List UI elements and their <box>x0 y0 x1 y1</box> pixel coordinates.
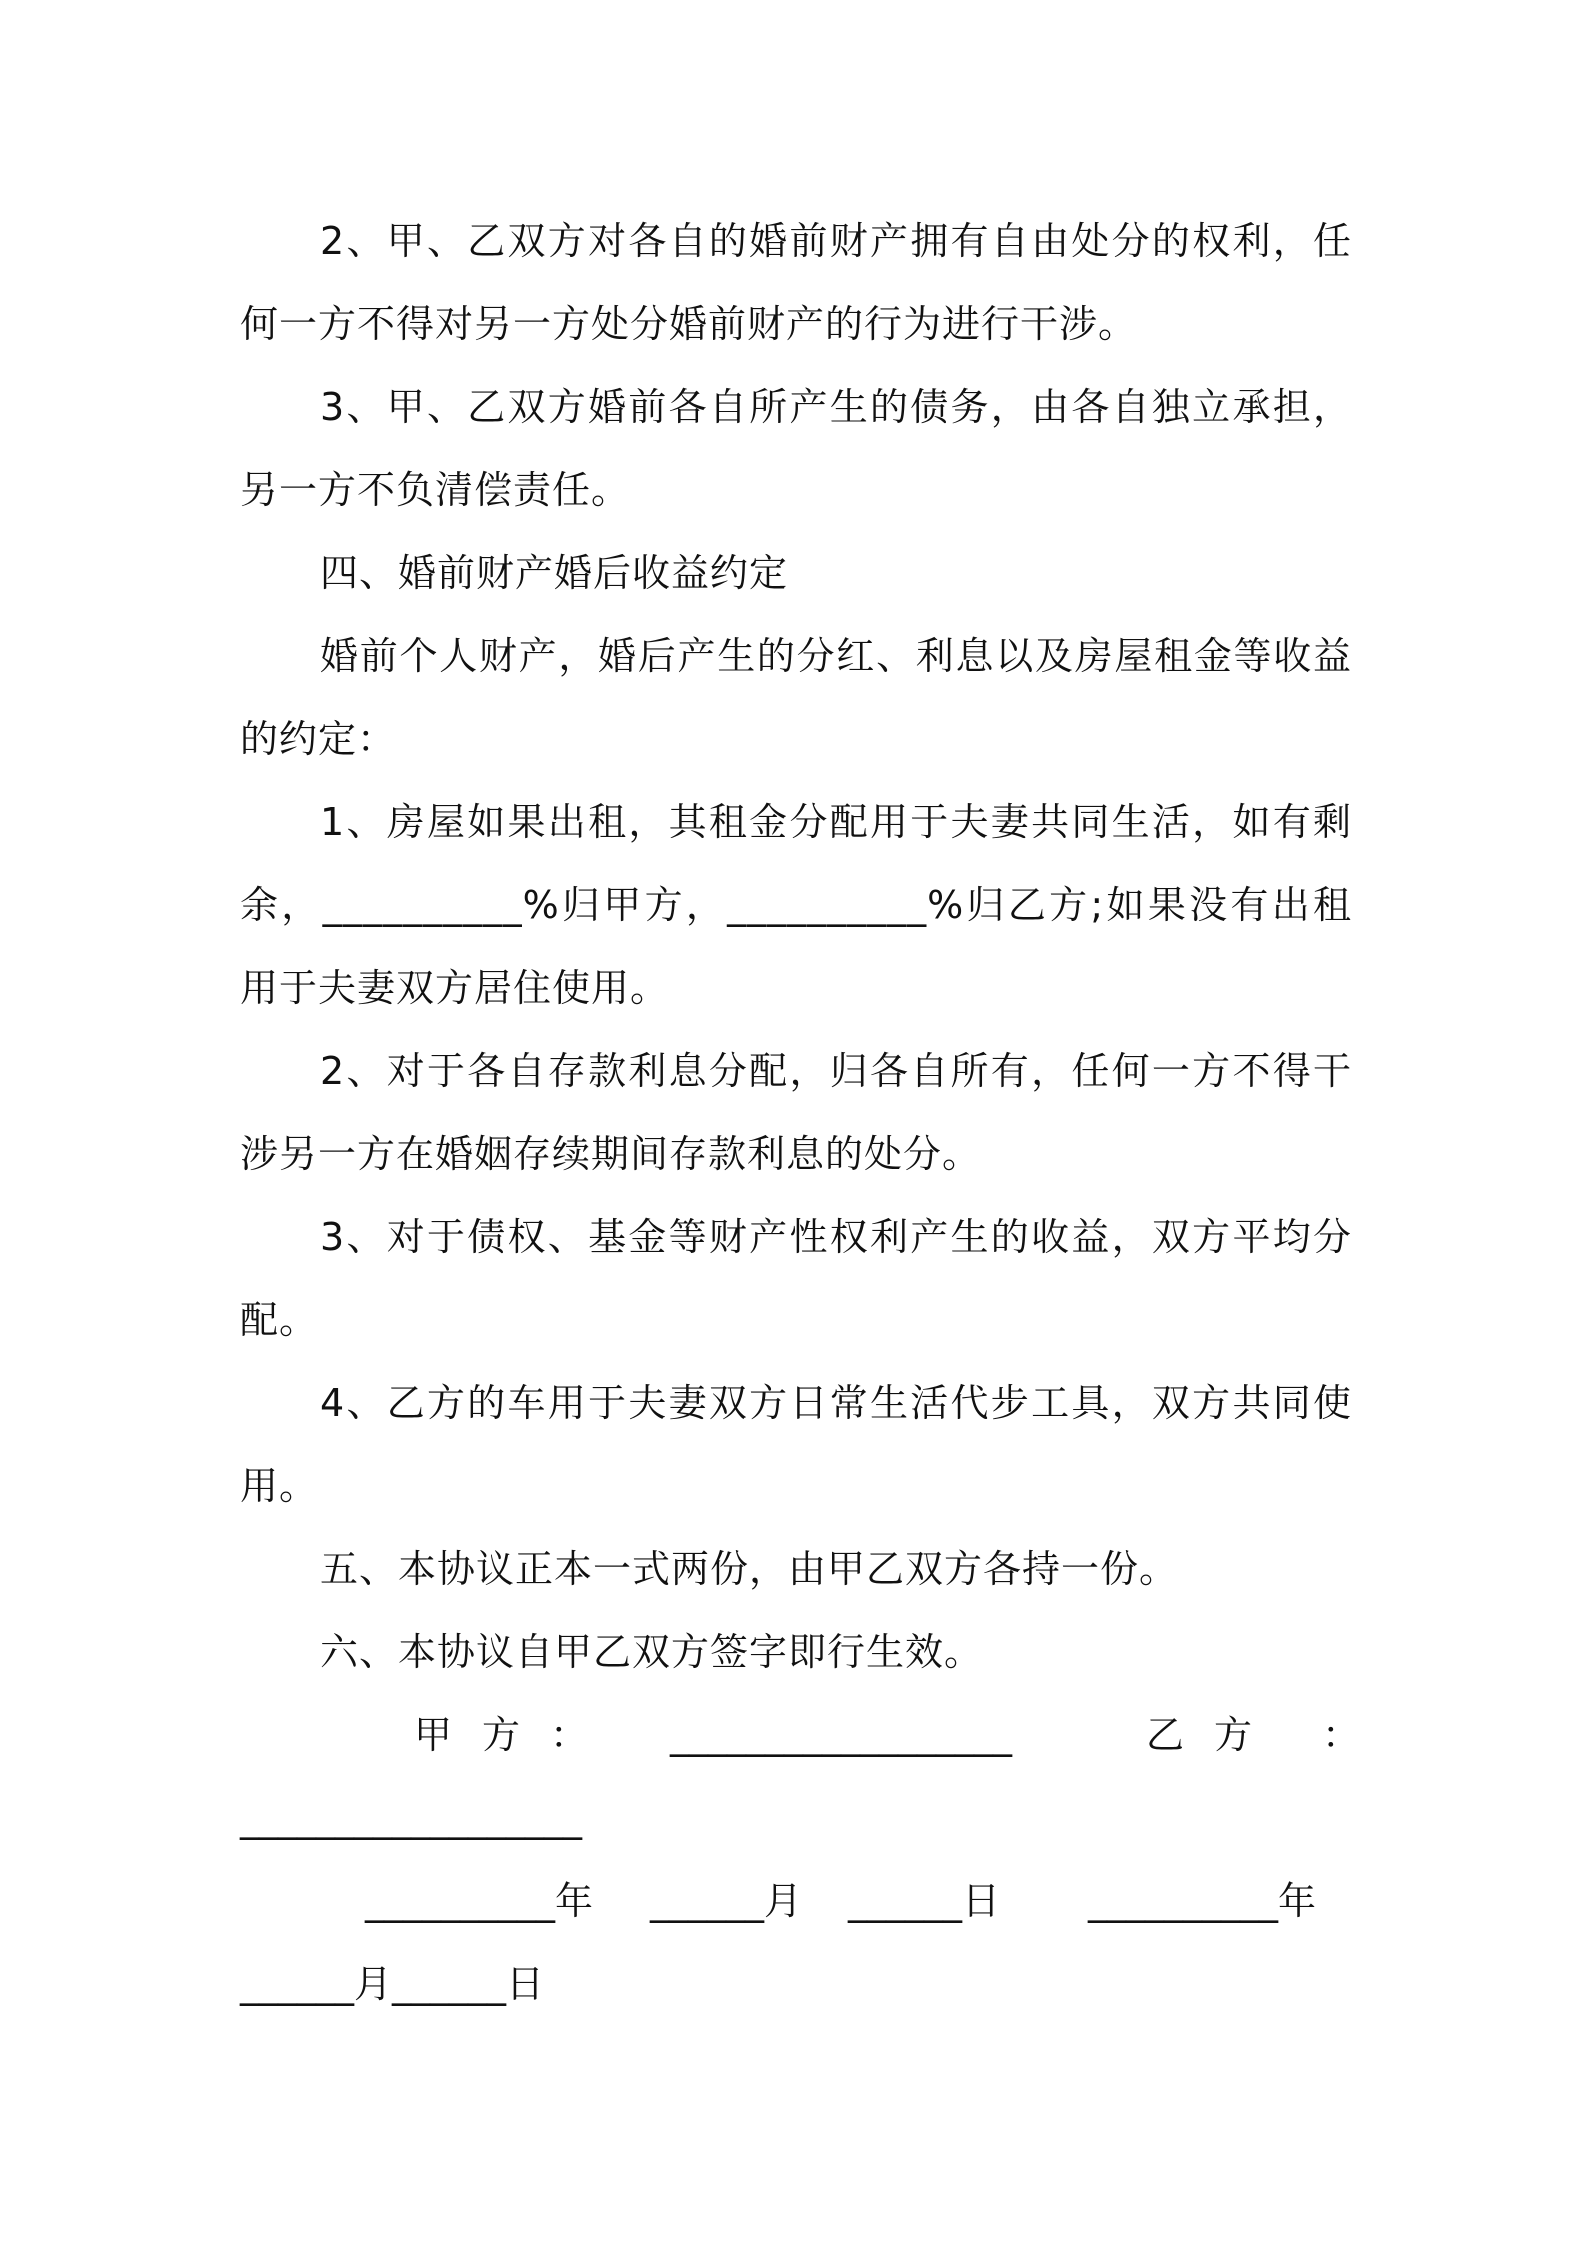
clause-3-premarital-debt: 3、甲、乙双方婚前各自所产生的债务，由各自独立承担，另一方不负清偿责任。 <box>240 385 1352 512</box>
section-6: 六、本协议自甲乙双方签字即行生效。 <box>320 1630 984 1674</box>
signature-row-2 <box>240 1777 1352 1860</box>
party-a-label: 甲方： <box>414 1713 619 1757</box>
party-b-label: 乙方 <box>1146 1713 1283 1757</box>
section-4-heading: 四、婚前财产婚后收益约定 <box>320 551 789 595</box>
party-a-date-month: ______月 <box>650 1879 803 1923</box>
clause-4-vehicle: 4、乙方的车用于夫妻双方日常生活代步工具，双方共同使用。 <box>240 1381 1352 1508</box>
date-row-2 <box>240 1943 1352 2026</box>
party-a-signature-line: __________________ <box>670 1713 1012 1757</box>
party-b-signature-line: __________________ <box>240 1796 582 1840</box>
signature-row <box>240 1694 1361 1777</box>
party-b-date-year: __________年 <box>1088 1879 1317 1923</box>
clause-3-bond-fund: 3、对于债权、基金等财产性权利产生的收益，双方平均分配。 <box>240 1215 1352 1342</box>
party-a-date-year: __________年 <box>365 1879 594 1923</box>
party-a-date-day: ______日 <box>848 1879 1001 1923</box>
clause-2-interest: 2、对于各自存款利息分配，归各自所有，任何一方不得干涉另一方在婚姻存续期间存款利息的处分。 <box>240 1049 1352 1176</box>
section-4-intro: 婚前个人财产，婚后产生的分红、利息以及房屋租金等收益的约定： <box>240 634 1352 761</box>
clause-2-premarital-disposal: 2、甲、乙双方对各自的婚前财产拥有自由处分的权利，任何一方不得对另一方处分婚前财产的行为进行干涉。 <box>240 219 1352 346</box>
document-page <box>240 200 1361 2026</box>
clause-1-rent: 1、房屋如果出租，其租金分配用于夫妻共同生活，如有剩余，__________%归甲方，__________%归乙方;如果没有出租用于夫妻双方居住使用。 <box>240 800 1352 1010</box>
party-b-colon: ： <box>1322 1713 1361 1757</box>
section-5: 五、本协议正本一式两份，由甲乙双方各持一份。 <box>320 1547 1179 1591</box>
party-b-date-month-day: ______月______日 <box>240 1962 545 2006</box>
date-row <box>240 1860 1352 1943</box>
